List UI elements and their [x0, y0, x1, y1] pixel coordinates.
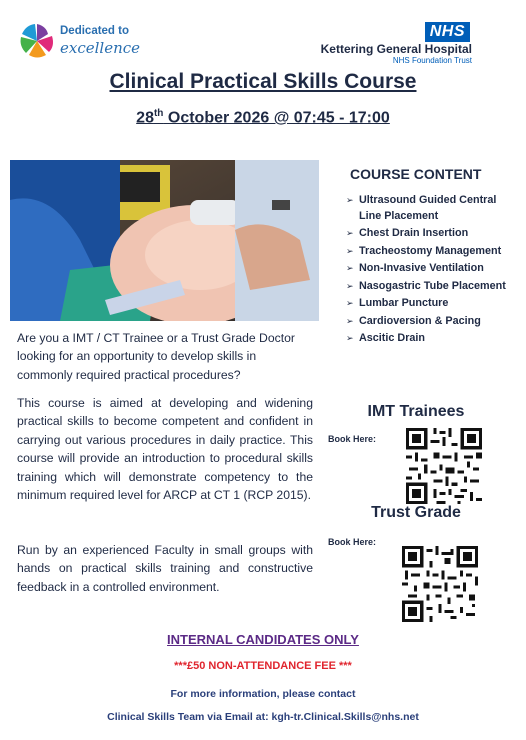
list-item	[346, 261, 516, 277]
logo-text-line2: excellence	[60, 39, 141, 57]
non-attendance-fee-notice: ***£50 NON-ATTENDANCE FEE ***	[174, 660, 352, 672]
faculty-paragraph: Run by an experienced Faculty in small groups with hands on practical skills training and constructive feedback in a controlled environment.	[17, 543, 313, 594]
date-rest: October 2026 @ 07:45 - 17:00	[163, 109, 390, 127]
arrow-bullet-icon: ➢	[346, 298, 354, 308]
arrow-bullet-icon: ➢	[346, 245, 354, 256]
trust-name: NHS Foundation Trust	[392, 56, 472, 65]
list-item-label: Lumbar Puncture	[359, 297, 449, 309]
imt-book-label: Book Here:	[328, 434, 377, 444]
internal-candidates-notice: INTERNAL CANDIDATES ONLY	[167, 632, 359, 647]
contact-email-text[interactable]: Clinical Skills Team via Email at: kgh-tr.Clinical.Skills@nhs.net	[107, 711, 419, 723]
course-content-heading: COURSE CONTENT	[350, 166, 482, 182]
date-day: 28	[136, 109, 154, 127]
arrow-bullet-icon: ➢	[346, 315, 354, 326]
arrow-bullet-icon: ➢	[346, 263, 354, 273]
dedicated-to-excellence-logo	[18, 20, 141, 62]
trust-grade-qr-code-icon[interactable]	[402, 546, 478, 622]
list-item-label: Non-Invasive Ventilation	[359, 262, 484, 274]
list-item-label: Ultrasound Guided Central Line Placement	[359, 194, 497, 222]
arrow-bullet-icon: ➢	[346, 280, 354, 291]
trust-book-label: Book Here:	[328, 537, 377, 547]
list-item-label: Nasogastric Tube Placement	[359, 279, 506, 292]
nhs-logo-badge: NHS	[425, 22, 470, 42]
list-item-label: Chest Drain Insertion	[359, 227, 469, 239]
list-item	[346, 279, 516, 295]
arrow-bullet-icon: ➢	[346, 228, 354, 238]
list-item-label: Tracheostomy Management	[359, 244, 502, 257]
list-item	[346, 244, 516, 260]
trust-grade-heading: Trust Grade	[371, 504, 461, 521]
course-content-list	[346, 193, 516, 349]
arrow-bullet-icon: ➢	[346, 333, 354, 343]
imt-trainees-heading: IMT Trainees	[367, 403, 465, 420]
intro-question: Are you a IMT / CT Trainee or a Trust Grade Doctor looking for an opportunity to develop skills in commonly required practical procedures?	[17, 331, 295, 382]
more-info-text: For more information, please contact	[170, 688, 356, 700]
list-item	[346, 226, 516, 242]
training-photo	[10, 160, 319, 321]
date-suffix: th	[153, 108, 164, 119]
arrow-bullet-icon: ➢	[346, 195, 354, 205]
list-item-label: Ascitic Drain	[359, 332, 426, 344]
course-date-time	[0, 108, 526, 127]
imt-qr-code-icon[interactable]	[406, 428, 482, 504]
list-item	[346, 193, 516, 224]
pinwheel-logo-icon	[18, 22, 56, 60]
list-item	[346, 331, 516, 347]
list-item-label: Cardioversion & Pacing	[359, 314, 481, 327]
hospital-name: Kettering General Hospital	[320, 42, 472, 56]
logo-text-line1: Dedicated to	[60, 25, 130, 37]
page-title: Clinical Practical Skills Course	[109, 70, 417, 93]
list-item	[346, 296, 516, 312]
list-item	[346, 314, 516, 330]
course-aim-paragraph: This course is aimed at developing and widening practical skills to become competent and confident in carrying out various procedures in daily practice. This course will provide an introduction to procedural skills training which will demonstrate competency to the minimum required level for ARCP at CT 1 (RCP 2015).	[17, 396, 313, 503]
